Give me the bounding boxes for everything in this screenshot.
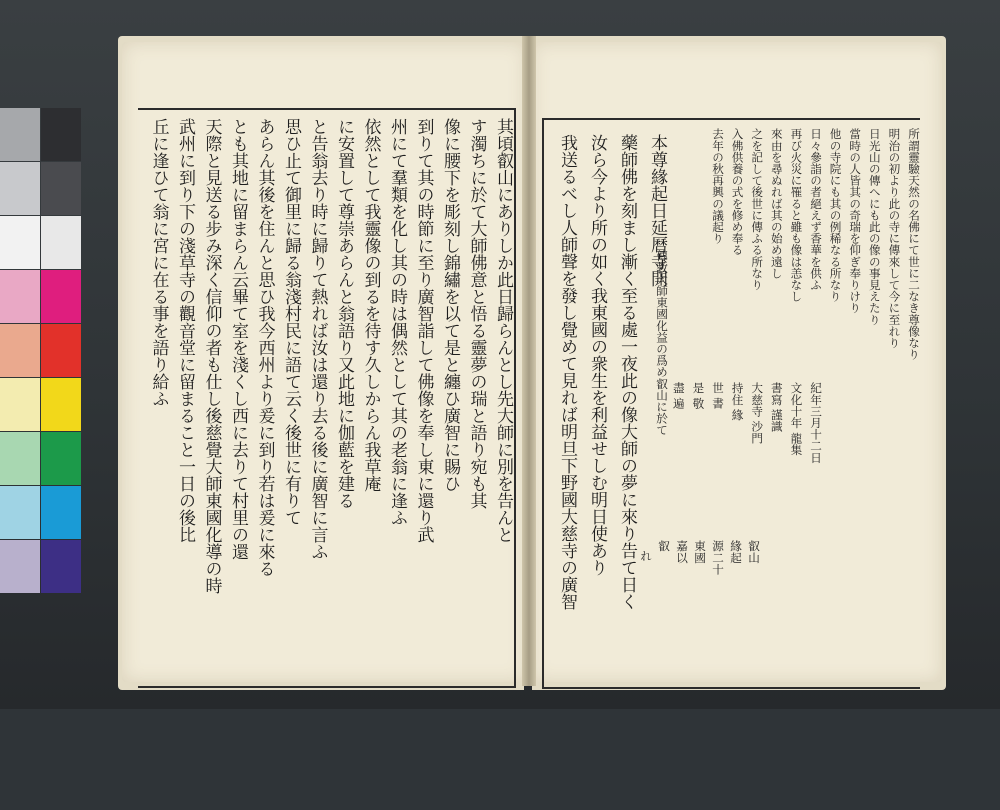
left-text-column: 丘に逢ひて翁に宮に在る事を語り給ふ (148, 118, 169, 407)
commentary-column: 當時の人皆其の奇瑞を仰ぎ奉りけり (848, 128, 863, 314)
commentary-column: 所謂靈驗天然の名佛にて世に二なき尊像なり (907, 128, 921, 360)
commentary-column-lower: 文化十年 龍集 (789, 382, 804, 456)
inline-annotation: 傳教大師東國化益の爲め叡山に於て (655, 250, 669, 436)
commentary-column-lower: 持住 緣 (730, 382, 745, 421)
commentary-column-lower: 書寫 謹識 (769, 382, 784, 433)
commentary-column-lower: 世 書 (711, 382, 725, 409)
left-text-column: 到りて其の時節に至り廣智詣して佛像を奉し東に還り武 (413, 118, 434, 543)
commentary-column: 他の寺院にも其の例稀なる所なり (828, 128, 843, 302)
left-text-column: 思ひ止て御里に歸る翁淺村民に語て云く後世に有りて (281, 118, 301, 526)
color-patch (41, 540, 81, 593)
color-patch (41, 378, 81, 431)
color-patch (41, 108, 81, 161)
left-text-column: あらん其後を住んと思ひ我今西州より爰に到り若は爰に來る (254, 118, 275, 577)
color-patch (0, 108, 40, 161)
left-text-column: 其頃叡山にありしか此日歸らんとし先大師に別を告んと (493, 118, 513, 543)
color-patch (41, 432, 81, 485)
inline-annotation: れ (639, 550, 653, 562)
commentary-column: 來由を尋ぬれば其の始め遠し (769, 128, 784, 279)
commentary-column-lower: 是 敬 (691, 382, 706, 409)
colophon-column: 叡山 (747, 540, 761, 564)
color-patch (41, 270, 81, 323)
commentary-column: 之を記して後世に傳ふる所なり (750, 128, 765, 291)
color-patch (41, 162, 81, 215)
left-text-column: と告翁去り時に歸りて熱れば汝は還り去る後に廣智に言ふ (307, 118, 328, 560)
color-calibration-card (0, 108, 82, 600)
main-text-column: 藥師佛を刻まし漸く至る處一夜此の像大師の夢に來り告て日く (617, 134, 637, 610)
color-patch (0, 216, 40, 269)
left-text-column: す濁ちに於て大師佛意と悟る靈夢の瑞と語り宛も其 (466, 118, 487, 509)
left-text-column: 天際と見送る步み深く信仰の者も仕し後慈覺大師東國化導の時 (201, 118, 222, 594)
colophon-column: 東國 (693, 540, 707, 564)
color-patch (0, 432, 40, 485)
commentary-column: 入佛供養の式を修め奉る (730, 128, 745, 256)
commentary-column: 明治の初より此の寺に傳來して今に至れり (887, 128, 902, 349)
color-patch (0, 378, 40, 431)
commentary-column: 日光山の傳へにも此の像の事見えたり (867, 128, 882, 326)
commentary-column: 日々參詣の者絕えず香華を供ふ (809, 128, 823, 291)
left-text-column: 武州に到り下の淺草寺の觀音堂に留まること一日の後比 (175, 118, 195, 543)
color-patch (0, 324, 40, 377)
left-text-column: 依然として我靈像の到るを待す久しからん我草庵 (360, 118, 381, 492)
colophon-column: 源二十 (711, 540, 725, 575)
commentary-column-lower: 盡 遍 (671, 382, 686, 409)
right-text-frame (542, 118, 920, 689)
color-patch (0, 540, 40, 593)
commentary-column: 去年の秋再興の議起り (711, 128, 725, 244)
left-text-column: 像に腰下を彫刻し錦繡を以て是と纏ひ廣智に賜ひ (440, 118, 460, 492)
left-text-column: とも其地に留まらん云畢て室を淺くし西に去りて村里の還 (228, 118, 248, 560)
commentary-column: 再び火災に罹ると雖も像は恙なし (789, 128, 804, 302)
left-text-column: 州にて羣類を化し其の時は偶然として其の老翁に逢ふ (387, 118, 407, 526)
open-book (118, 36, 946, 691)
main-text-column: 汝ら今より所の如く我東國の衆生を利益せしむ明日使あり (587, 134, 607, 576)
color-patch (41, 486, 81, 539)
colophon-column: 緣起 (729, 540, 743, 564)
colophon-column: 叡 (657, 540, 671, 552)
book-gutter (522, 36, 536, 686)
colophon-column: 嘉以 (675, 540, 689, 564)
color-patch (0, 270, 40, 323)
color-patch (41, 216, 81, 269)
main-text-column: 本尊緣起日延曆寺開 (647, 134, 667, 287)
left-text-column: に安置して尊崇あらんと翁語り又此地に伽藍を建る (334, 118, 354, 509)
color-patch (0, 162, 40, 215)
color-patch (0, 486, 40, 539)
commentary-column-lower: 大慈寺 沙門 (750, 382, 765, 444)
main-text-column: 我送るべし人師聲を發し覺めて見れば明旦下野國大慈寺の廣智 (557, 134, 577, 610)
color-patch (41, 324, 81, 377)
left-text-frame (138, 108, 516, 688)
commentary-column-lower: 紀年三月十二日 (809, 382, 823, 464)
